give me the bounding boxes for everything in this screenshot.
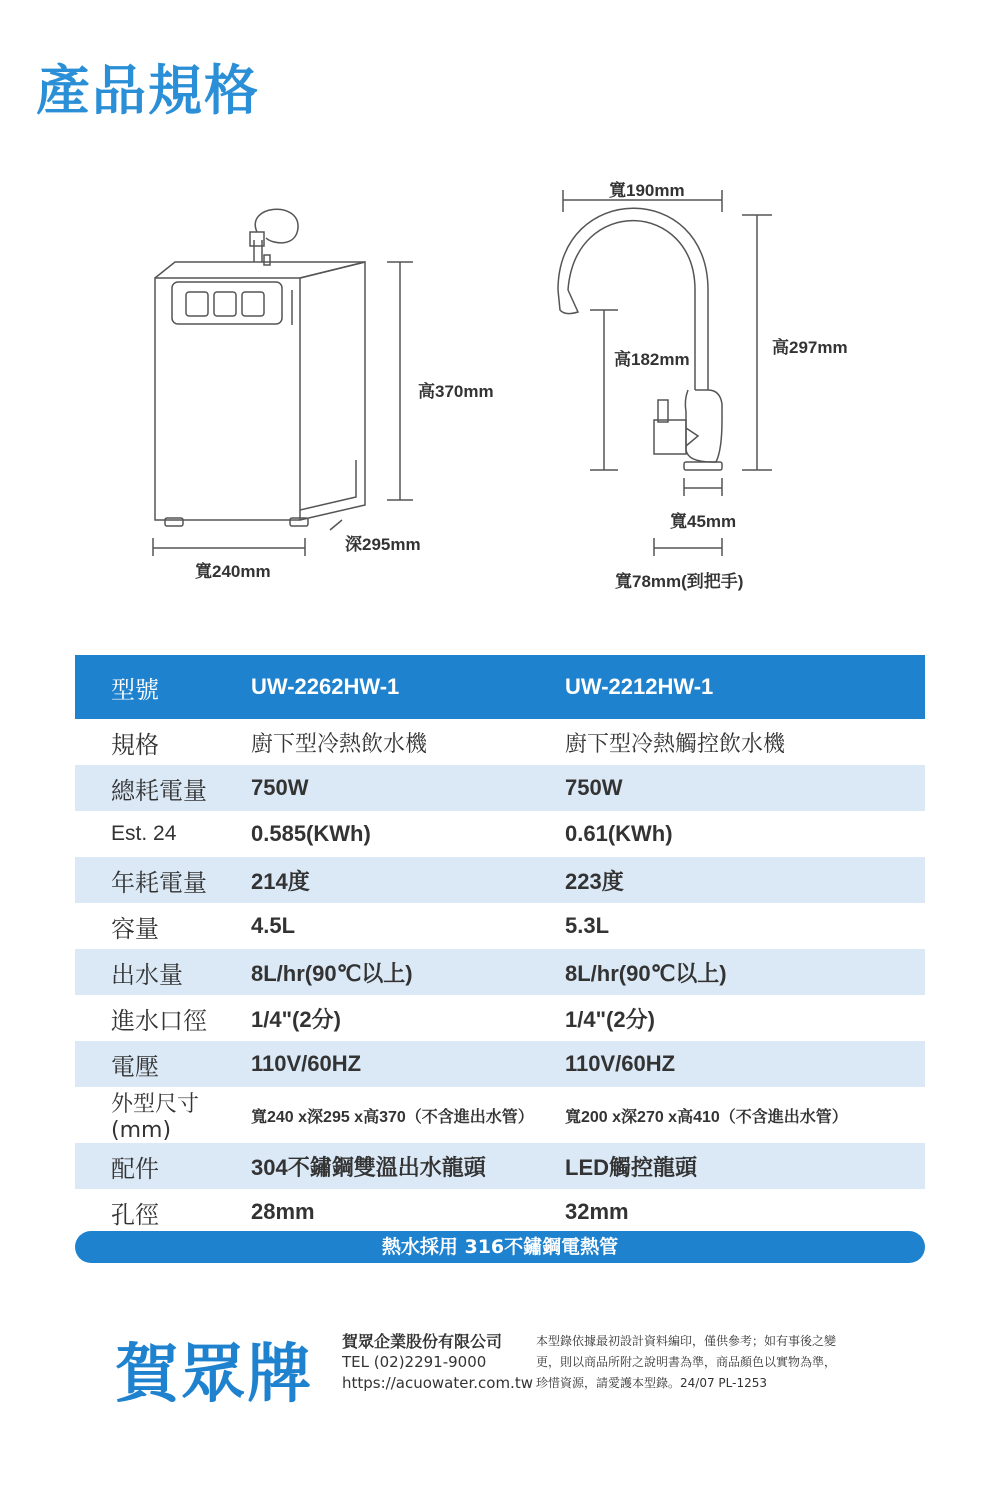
cell: 750W <box>251 765 565 811</box>
faucet-total-height-label: 高297mm <box>772 338 848 357</box>
table-row <box>75 811 925 857</box>
table-row <box>75 765 925 811</box>
unit-width-label: 寬240mm <box>195 562 271 581</box>
faucet-spout-height-label: 高182mm <box>614 350 690 369</box>
cell: 223度 <box>565 857 925 903</box>
cell: 5.3L <box>565 913 610 938</box>
table-row <box>75 903 925 949</box>
cell: 214度 <box>251 857 565 903</box>
cell: 廚下型冷熱觸控飲水機 <box>565 731 786 757</box>
table-row <box>75 1041 925 1087</box>
unit-depth-label: 深295mm <box>345 535 421 554</box>
header-cell: UW-2262HW-1 <box>251 655 565 719</box>
row-label: 配件 <box>75 1143 251 1189</box>
cell: 4.5L <box>251 913 296 938</box>
company-tel: TEL (02)2291-9000 <box>342 1353 487 1371</box>
faucet-handle-width-label: 寬78mm(到把手) <box>615 572 744 591</box>
cell: 寬200 x深270 x高410（不含進出水管） <box>565 1108 848 1126</box>
cell: 110V/60HZ <box>251 1041 565 1087</box>
faucet-base-width-label: 寬45mm <box>670 512 737 531</box>
cell: 0.61(KWh) <box>565 821 673 846</box>
row-label: 年耗電量 <box>75 857 251 903</box>
table-header-row <box>75 655 925 719</box>
cell: 寬240 x深295 x高370（不含進出水管） <box>251 1108 534 1126</box>
page-title: 產品規格 <box>36 59 260 122</box>
spec-table <box>75 655 925 1235</box>
company-name: 賀眾企業股份有限公司 <box>342 1332 503 1351</box>
table-row <box>75 1189 925 1235</box>
row-label: 出水量 <box>75 949 251 995</box>
row-label: 容量 <box>111 914 159 943</box>
cell: 110V/60HZ <box>565 1041 925 1087</box>
product-drawing <box>0 0 1000 620</box>
heating-tube-note: 熱水採用 316不鏽鋼電熱管 <box>75 1231 925 1263</box>
brand-logo: 賀眾牌 <box>115 1338 313 1412</box>
cell: LED觸控龍頭 <box>565 1143 925 1189</box>
table-row <box>75 719 925 765</box>
row-label: 電壓 <box>75 1041 251 1087</box>
cell: 1/4"(2分) <box>565 1006 655 1032</box>
disclaimer-text: 本型錄依據最初設計資料編印，僅供參考；如有事後之變更，則以商品所附之說明書為準，商品顏色以實物為準，珍惜資源，請愛護本型錄。24/07 PL-1253 <box>536 1334 837 1390</box>
cell: 0.585(KWh) <box>251 821 371 846</box>
cell: 廚下型冷熱飲水機 <box>251 731 428 757</box>
cell: 1/4"(2分) <box>251 1006 341 1032</box>
row-label: 規格 <box>111 730 159 759</box>
company-url[interactable]: https://acuowater.com.tw <box>342 1374 533 1392</box>
header-cell: UW-2212HW-1 <box>565 655 925 719</box>
row-label: 外型尺寸(mm) <box>111 1092 200 1143</box>
row-label: Est. 24 <box>111 822 177 845</box>
cell: 8L/hr(90℃以上) <box>565 949 925 995</box>
table-row <box>75 1143 925 1189</box>
row-label: 進水口徑 <box>111 1006 207 1035</box>
company-info <box>342 1331 533 1394</box>
cell: 8L/hr(90℃以上) <box>251 949 565 995</box>
table-row <box>75 1087 925 1143</box>
table-row <box>75 949 925 995</box>
header-cell: 型號 <box>75 655 251 719</box>
faucet-width-label: 寬190mm <box>609 181 685 200</box>
unit-height-label: 高370mm <box>418 382 494 401</box>
cell: 32mm <box>565 1199 629 1224</box>
table-row <box>75 857 925 903</box>
cell: 750W <box>565 765 925 811</box>
table-row <box>75 995 925 1041</box>
row-label: 孔徑 <box>111 1200 159 1229</box>
cell: 28mm <box>251 1199 315 1224</box>
cell: 304不鏽鋼雙溫出水龍頭 <box>251 1143 565 1189</box>
row-label: 總耗電量 <box>75 765 251 811</box>
